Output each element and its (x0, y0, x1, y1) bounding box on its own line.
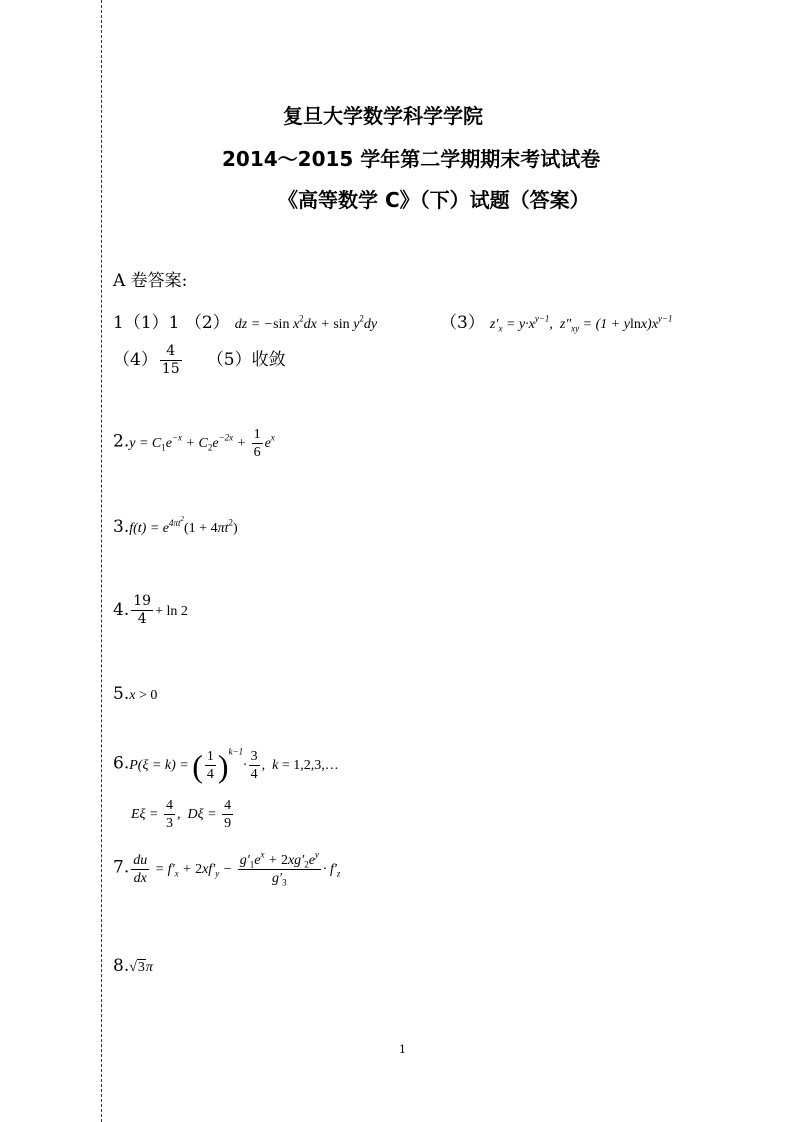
answer-1-4 (113, 343, 286, 378)
answer-6-expectation (131, 797, 235, 832)
answer-1-3-formula: $z'_x = y\cdot x^{y-1}$, $z''_{xy} = (1 + ylnx)x^{y-1}$ (489, 313, 673, 334)
answer-7-formula: $\frac{du}{dx}$ = $f'_x + 2xf'_y$ − $\frac{g'_1e^x + 2xg'_2e^y}{g'_3}$ · $f'_z$ (133, 849, 341, 888)
answer-4 (113, 593, 188, 628)
answer-5 (113, 684, 157, 704)
page-number: 1 (399, 1043, 406, 1056)
answer-4-fraction: $\frac{19}{4}$ (133, 593, 152, 627)
answer-6 (113, 748, 339, 783)
answer-6-label: 6. (113, 753, 130, 774)
answer-7 (113, 849, 341, 888)
title-school: 复旦大学数学科学学院 (283, 104, 483, 128)
binding-cut-line (101, 0, 102, 1122)
answer-6-formula: P(ξ = k) = ( $\frac{1}{4}$ )$^{k-1}$· $\frac{3}{4}$ , k = 1,2,3,… (129, 746, 339, 784)
answer-2 (113, 426, 275, 461)
answer-1-5: （5）收敛 (206, 350, 286, 370)
answer-1-2-formula: dz = −sin $x^2dx + \sin y^2dy$ (234, 313, 378, 332)
answer-4-label: 4. (113, 600, 130, 620)
answer-8 (113, 956, 153, 976)
answer-8-label: 8. (113, 956, 130, 976)
answer-8-formula: √3π (129, 960, 153, 975)
title-course: 《高等数学 C》（下）试题（答案） (278, 188, 590, 212)
answer-1-label: 1（1）1 （2） (113, 313, 230, 333)
answer-6-expectation-formula: Eξ = $\frac{4}{3}$ , Dξ = $\frac{4}{9}$ (131, 798, 232, 831)
answer-1-3-label: （3） (440, 313, 485, 333)
answer-2-formula: $y = C_1e^{-x} + C_2e^{-2x}$ + $\frac{1}{6}$ $e^x$ (129, 427, 275, 460)
answer-1-4-fraction: $\frac{4}{15}$ (161, 343, 180, 377)
title-term: 2014～2015 学年第二学期期末考试试卷 (222, 147, 601, 171)
answer-3 (113, 514, 238, 537)
answer-3-label: 3. (113, 517, 130, 537)
answer-7-label: 7. (113, 857, 130, 878)
answer-1-3 (440, 308, 673, 333)
answer-3-formula: $f(t) = e^{4\pi t^2}(1 + 4\pi t^2)$ (129, 514, 238, 536)
answer-1 (113, 308, 377, 333)
section-heading: A 卷答案: (113, 271, 188, 291)
answer-2-label: 2. (113, 431, 130, 452)
answer-1-4-label: （4） (113, 350, 158, 370)
answer-5-label: 5. (113, 684, 130, 704)
answer-4-formula: + ln 2 (155, 604, 188, 619)
answer-5-formula: x > 0 (129, 688, 158, 703)
